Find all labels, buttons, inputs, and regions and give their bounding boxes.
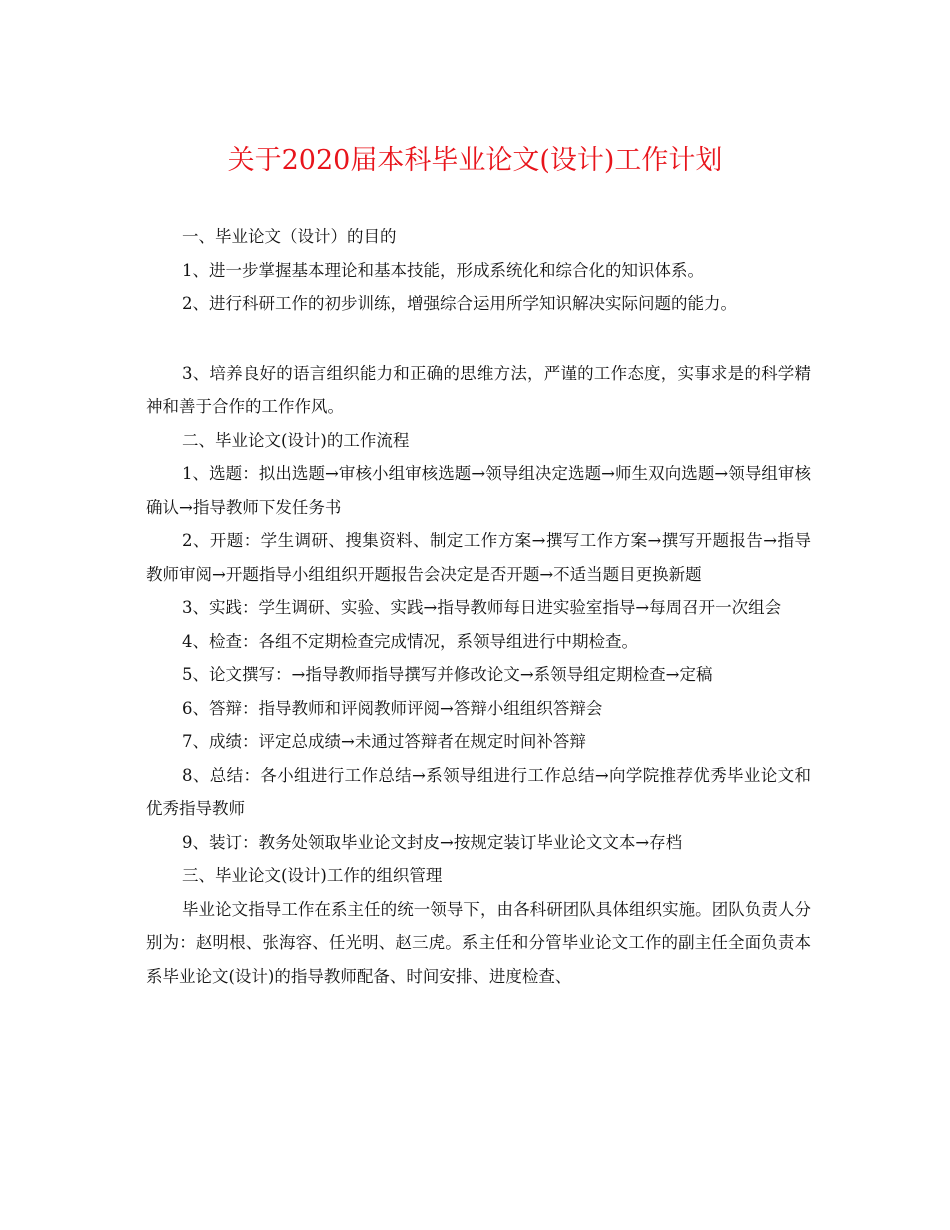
document-body <box>146 220 811 993</box>
list-item: 4、检查：各组不定期检查完成情况，系领导组进行中期检查。 <box>182 631 638 651</box>
list-item: 6、答辩：指导教师和评阅教师评阅→答辩小组组织答辩会 <box>182 698 603 718</box>
list-item: 3、培养良好的语言组织能力和正确的思维方法，严谨的工作态度，实事求是的科学精神和善于合作的工作作风。 <box>146 363 811 416</box>
list-item: 3、实践：学生调研、实验、实践→指导教师每日进实验室指导→每周召开一次组会 <box>182 598 782 617</box>
list-item: 5、论文撰写：→指导教师指导撰写并修改论文→系领导组定期检查→定稿 <box>182 665 713 684</box>
list-item: 9、装订：教务处领取毕业论文封皮→按规定装订毕业论文文本→存档 <box>182 832 683 852</box>
list-item: 1、选题：拟出选题→审核小组审核选题→领导组决定选题→师生双向选题→领导组审核确认→指导教师下发任务书 <box>146 464 811 517</box>
document-title: 关于2020届本科毕业论文(设计)工作计划 <box>227 145 723 176</box>
section-heading-workflow: 二、毕业论文(设计)的工作流程 <box>182 430 410 450</box>
list-item: 7、成绩：评定总成绩→未通过答辩者在规定时间补答辩 <box>182 732 586 751</box>
list-item: 2、进行科研工作的初步训练，增强综合运用所学知识解决实际问题的能力。 <box>182 294 737 313</box>
list-item: 2、开题：学生调研、搜集资料、制定工作方案→撰写工作方案→撰写开题报告→指导教师审阅→开题指导小组组织开题报告会决定是否开题→不适当题目更换新题 <box>146 531 811 584</box>
section-heading-purpose: 一、毕业论文（设计）的目的 <box>182 227 397 246</box>
list-item: 8、总结：各小组进行工作总结→系领导组进行工作总结→向学院推荐优秀毕业论文和优秀指导教师 <box>146 765 811 818</box>
section-heading-management: 三、毕业论文(设计)工作的组织管理 <box>182 866 443 885</box>
body-paragraph: 毕业论文指导工作在系主任的统一领导下，由各科研团队具体组织实施。团队负责人分别为：赵明根、张海容、任光明、赵三虎。系主任和分管毕业论文工作的副主任全面负责本系毕业论文(设计)的指导教师配备、时间安排、进度检查、 <box>146 899 811 986</box>
list-item: 1、进一步掌握基本理论和基本技能，形成系统化和综合化的知识体系。 <box>182 260 704 280</box>
